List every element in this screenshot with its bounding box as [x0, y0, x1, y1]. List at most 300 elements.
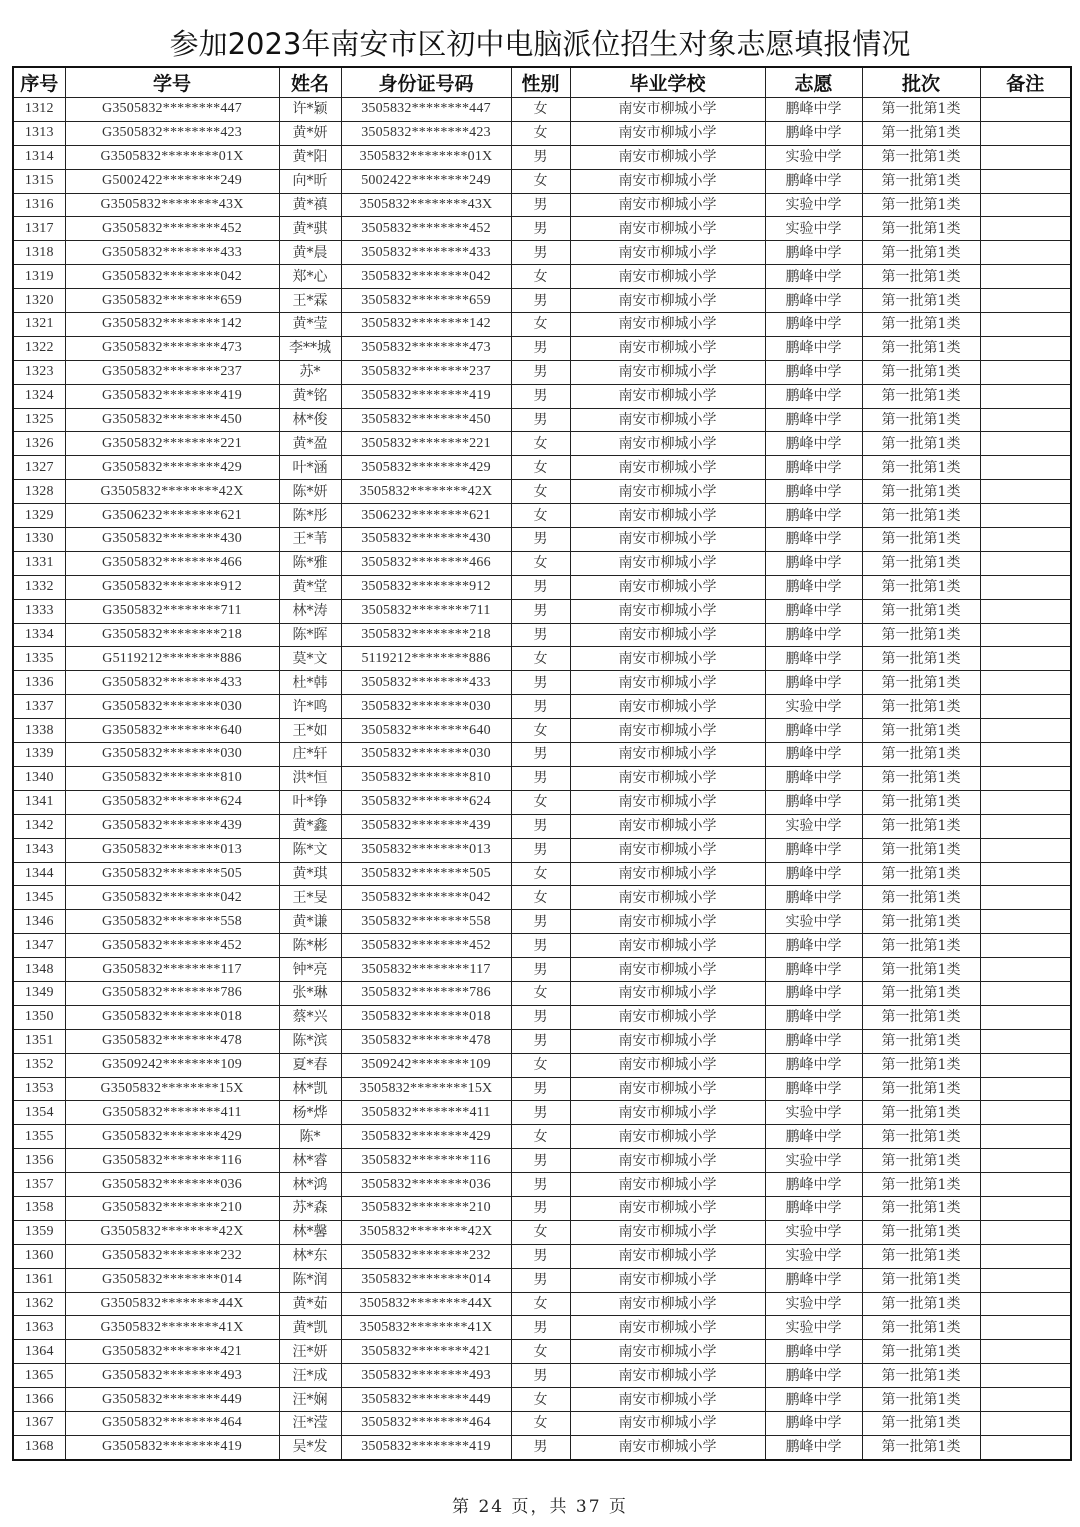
seq-cell: 1346: [13, 910, 65, 934]
gender-cell: 男: [511, 1077, 570, 1101]
remarks-cell: [980, 528, 1071, 552]
id-card-cell: 3505832********030: [341, 743, 511, 767]
remarks-cell: [980, 98, 1071, 122]
gender-cell: 男: [511, 599, 570, 623]
batch-cell: 第一批第1类: [862, 336, 980, 360]
column-header-remarks: 备注: [980, 67, 1071, 98]
name-cell: 向*昕: [279, 169, 341, 193]
school-cell: 南安市柳城小学: [570, 456, 765, 480]
gender-cell: 女: [511, 862, 570, 886]
name-cell: 杨*烨: [279, 1101, 341, 1125]
seq-cell: 1341: [13, 790, 65, 814]
remarks-cell: [980, 193, 1071, 217]
gender-cell: 女: [511, 1292, 570, 1316]
seq-cell: 1322: [13, 336, 65, 360]
preference-cell: 鹏峰中学: [765, 241, 862, 265]
school-cell: 南安市柳城小学: [570, 169, 765, 193]
name-cell: 夏*春: [279, 1053, 341, 1077]
school-cell: 南安市柳城小学: [570, 814, 765, 838]
seq-cell: 1340: [13, 766, 65, 790]
seq-cell: 1329: [13, 504, 65, 528]
name-cell: 蔡*兴: [279, 1005, 341, 1029]
batch-cell: 第一批第1类: [862, 169, 980, 193]
batch-cell: 第一批第1类: [862, 862, 980, 886]
id-card-cell: 3505832********433: [341, 241, 511, 265]
batch-cell: 第一批第1类: [862, 838, 980, 862]
seq-cell: 1356: [13, 1149, 65, 1173]
gender-cell: 男: [511, 241, 570, 265]
remarks-cell: [980, 910, 1071, 934]
gender-cell: 女: [511, 504, 570, 528]
preference-cell: 鹏峰中学: [765, 1005, 862, 1029]
school-cell: 南安市柳城小学: [570, 1316, 765, 1340]
preference-cell: 鹏峰中学: [765, 790, 862, 814]
name-cell: 黄*阳: [279, 145, 341, 169]
remarks-cell: [980, 121, 1071, 145]
remarks-cell: [980, 790, 1071, 814]
table-row: [13, 1244, 1071, 1268]
table-row: [13, 814, 1071, 838]
id-card-cell: 3505832********640: [341, 719, 511, 743]
remarks-cell: [980, 360, 1071, 384]
preference-cell: 实验中学: [765, 1316, 862, 1340]
seq-cell: 1319: [13, 265, 65, 289]
student-id-cell: G3505832********411: [65, 1101, 279, 1125]
remarks-cell: [980, 1196, 1071, 1220]
school-cell: 南安市柳城小学: [570, 336, 765, 360]
student-id-cell: G3505832********493: [65, 1364, 279, 1388]
school-cell: 南安市柳城小学: [570, 910, 765, 934]
remarks-cell: [980, 408, 1071, 432]
seq-cell: 1312: [13, 98, 65, 122]
preference-cell: 鹏峰中学: [765, 886, 862, 910]
name-cell: 黄*谦: [279, 910, 341, 934]
gender-cell: 男: [511, 408, 570, 432]
preference-cell: 鹏峰中学: [765, 719, 862, 743]
student-id-cell: G3505832********558: [65, 910, 279, 934]
remarks-cell: [980, 695, 1071, 719]
remarks-cell: [980, 1173, 1071, 1197]
student-id-cell: G3505832********013: [65, 838, 279, 862]
school-cell: 南安市柳城小学: [570, 360, 765, 384]
gender-cell: 女: [511, 98, 570, 122]
school-cell: 南安市柳城小学: [570, 1149, 765, 1173]
seq-cell: 1355: [13, 1125, 65, 1149]
preference-cell: 实验中学: [765, 145, 862, 169]
seq-cell: 1359: [13, 1220, 65, 1244]
name-cell: 叶*涵: [279, 456, 341, 480]
id-card-cell: 3505832********01X: [341, 145, 511, 169]
batch-cell: 第一批第1类: [862, 528, 980, 552]
batch-cell: 第一批第1类: [862, 623, 980, 647]
student-id-cell: G5002422********249: [65, 169, 279, 193]
school-cell: 南安市柳城小学: [570, 1053, 765, 1077]
id-card-cell: 3505832********014: [341, 1268, 511, 1292]
batch-cell: 第一批第1类: [862, 1340, 980, 1364]
table-row: [13, 432, 1071, 456]
student-id-cell: G3505832********423: [65, 121, 279, 145]
school-cell: 南安市柳城小学: [570, 121, 765, 145]
student-id-cell: G3505832********429: [65, 1125, 279, 1149]
name-cell: 林*东: [279, 1244, 341, 1268]
seq-cell: 1314: [13, 145, 65, 169]
gender-cell: 男: [511, 958, 570, 982]
column-header-gender: 性别: [511, 67, 570, 98]
student-id-cell: G3505832********912: [65, 575, 279, 599]
id-card-cell: 5002422********249: [341, 169, 511, 193]
id-card-cell: 3505832********44X: [341, 1292, 511, 1316]
name-cell: 张*琳: [279, 981, 341, 1005]
school-cell: 南安市柳城小学: [570, 1101, 765, 1125]
id-card-cell: 3505832********464: [341, 1411, 511, 1435]
batch-cell: 第一批第1类: [862, 1411, 980, 1435]
preference-cell: 实验中学: [765, 910, 862, 934]
id-card-cell: 3505832********449: [341, 1388, 511, 1412]
preference-cell: 鹏峰中学: [765, 958, 862, 982]
table-row: [13, 1077, 1071, 1101]
gender-cell: 男: [511, 528, 570, 552]
seq-cell: 1317: [13, 217, 65, 241]
preference-cell: 鹏峰中学: [765, 1053, 862, 1077]
batch-cell: 第一批第1类: [862, 145, 980, 169]
preference-cell: 鹏峰中学: [765, 647, 862, 671]
remarks-cell: [980, 456, 1071, 480]
id-card-cell: 3505832********42X: [341, 1220, 511, 1244]
gender-cell: 女: [511, 265, 570, 289]
preference-cell: 鹏峰中学: [765, 1364, 862, 1388]
seq-cell: 1334: [13, 623, 65, 647]
student-id-cell: G3505832********237: [65, 360, 279, 384]
school-cell: 南安市柳城小学: [570, 1220, 765, 1244]
column-header-id-card: 身份证号码: [341, 67, 511, 98]
student-id-cell: G3505832********44X: [65, 1292, 279, 1316]
name-cell: 黄*骐: [279, 217, 341, 241]
preference-cell: 鹏峰中学: [765, 169, 862, 193]
page-footer: 第 24 页，共 37 页: [452, 1497, 628, 1517]
name-cell: 林*睿: [279, 1149, 341, 1173]
id-card-cell: 3505832********018: [341, 1005, 511, 1029]
column-header-student-id: 学号: [65, 67, 279, 98]
batch-cell: 第一批第1类: [862, 695, 980, 719]
batch-cell: 第一批第1类: [862, 1077, 980, 1101]
gender-cell: 男: [511, 1364, 570, 1388]
remarks-cell: [980, 934, 1071, 958]
school-cell: 南安市柳城小学: [570, 241, 765, 265]
seq-cell: 1345: [13, 886, 65, 910]
batch-cell: 第一批第1类: [862, 575, 980, 599]
gender-cell: 女: [511, 121, 570, 145]
id-card-cell: 3505832********447: [341, 98, 511, 122]
student-id-cell: G3505832********711: [65, 599, 279, 623]
school-cell: 南安市柳城小学: [570, 934, 765, 958]
preference-cell: 鹏峰中学: [765, 98, 862, 122]
student-id-cell: G3505832********036: [65, 1173, 279, 1197]
name-cell: 陈*: [279, 1125, 341, 1149]
name-cell: 黄*凯: [279, 1316, 341, 1340]
batch-cell: 第一批第1类: [862, 671, 980, 695]
name-cell: 庄*轩: [279, 743, 341, 767]
school-cell: 南安市柳城小学: [570, 647, 765, 671]
seq-cell: 1353: [13, 1077, 65, 1101]
student-id-cell: G3505832********473: [65, 336, 279, 360]
preference-cell: 鹏峰中学: [765, 504, 862, 528]
preference-cell: 鹏峰中学: [765, 336, 862, 360]
preference-cell: 鹏峰中学: [765, 432, 862, 456]
remarks-cell: [980, 289, 1071, 313]
id-card-cell: 3505832********505: [341, 862, 511, 886]
batch-cell: 第一批第1类: [862, 1388, 980, 1412]
school-cell: 南安市柳城小学: [570, 743, 765, 767]
student-id-cell: G3505832********221: [65, 432, 279, 456]
student-id-cell: G3505832********42X: [65, 480, 279, 504]
preference-cell: 鹏峰中学: [765, 1125, 862, 1149]
seq-cell: 1338: [13, 719, 65, 743]
student-id-cell: G3505832********419: [65, 1435, 279, 1459]
table-row: [13, 1292, 1071, 1316]
id-card-cell: 3505832********450: [341, 408, 511, 432]
preference-cell: 实验中学: [765, 193, 862, 217]
id-card-cell: 3505832********042: [341, 886, 511, 910]
id-card-cell: 3505832********42X: [341, 480, 511, 504]
gender-cell: 男: [511, 1149, 570, 1173]
student-id-cell: G3505832********030: [65, 695, 279, 719]
table-row: [13, 480, 1071, 504]
table-row: [13, 265, 1071, 289]
seq-cell: 1352: [13, 1053, 65, 1077]
table-row: [13, 886, 1071, 910]
name-cell: 陈*文: [279, 838, 341, 862]
id-card-cell: 5119212********886: [341, 647, 511, 671]
table-row: [13, 504, 1071, 528]
column-header-batch: 批次: [862, 67, 980, 98]
preference-cell: 鹏峰中学: [765, 1268, 862, 1292]
id-card-cell: 3505832********433: [341, 671, 511, 695]
batch-cell: 第一批第1类: [862, 1220, 980, 1244]
table-row: [13, 958, 1071, 982]
seq-cell: 1351: [13, 1029, 65, 1053]
preference-cell: 鹏峰中学: [765, 862, 862, 886]
gender-cell: 男: [511, 1196, 570, 1220]
student-id-cell: G3505832********433: [65, 671, 279, 695]
remarks-cell: [980, 958, 1071, 982]
name-cell: 黄*莹: [279, 313, 341, 337]
school-cell: 南安市柳城小学: [570, 480, 765, 504]
gender-cell: 男: [511, 1005, 570, 1029]
student-id-cell: G3505832********505: [65, 862, 279, 886]
id-card-cell: 3505832********210: [341, 1196, 511, 1220]
preference-cell: 鹏峰中学: [765, 528, 862, 552]
student-id-cell: G3505832********042: [65, 265, 279, 289]
remarks-cell: [980, 1149, 1071, 1173]
batch-cell: 第一批第1类: [862, 1316, 980, 1340]
name-cell: 杜*韩: [279, 671, 341, 695]
id-card-cell: 3505832********036: [341, 1173, 511, 1197]
name-cell: 王*旻: [279, 886, 341, 910]
preference-cell: 实验中学: [765, 1149, 862, 1173]
table-row: [13, 1411, 1071, 1435]
name-cell: 林*馨: [279, 1220, 341, 1244]
remarks-cell: [980, 1316, 1071, 1340]
gender-cell: 女: [511, 1388, 570, 1412]
id-card-cell: 3505832********218: [341, 623, 511, 647]
table-body: [13, 98, 1071, 1460]
batch-cell: 第一批第1类: [862, 480, 980, 504]
batch-cell: 第一批第1类: [862, 934, 980, 958]
seq-cell: 1323: [13, 360, 65, 384]
batch-cell: 第一批第1类: [862, 98, 980, 122]
preference-cell: 鹏峰中学: [765, 1411, 862, 1435]
batch-cell: 第一批第1类: [862, 289, 980, 313]
name-cell: 黄*妍: [279, 121, 341, 145]
student-id-cell: G5119212********886: [65, 647, 279, 671]
table-row: [13, 766, 1071, 790]
gender-cell: 女: [511, 432, 570, 456]
student-id-cell: G3505832********429: [65, 456, 279, 480]
preference-cell: 实验中学: [765, 1292, 862, 1316]
preference-cell: 鹏峰中学: [765, 384, 862, 408]
gender-cell: 男: [511, 575, 570, 599]
preference-cell: 鹏峰中学: [765, 1340, 862, 1364]
batch-cell: 第一批第1类: [862, 599, 980, 623]
batch-cell: 第一批第1类: [862, 766, 980, 790]
preference-cell: 鹏峰中学: [765, 1388, 862, 1412]
student-id-cell: G3505832********439: [65, 814, 279, 838]
table-row: [13, 1340, 1071, 1364]
name-cell: 陈*润: [279, 1268, 341, 1292]
gender-cell: 女: [511, 456, 570, 480]
name-cell: 汪*娴: [279, 1388, 341, 1412]
preference-cell: 鹏峰中学: [765, 360, 862, 384]
column-header-school: 毕业学校: [570, 67, 765, 98]
batch-cell: 第一批第1类: [862, 743, 980, 767]
remarks-cell: [980, 1005, 1071, 1029]
name-cell: 林*凯: [279, 1077, 341, 1101]
batch-cell: 第一批第1类: [862, 121, 980, 145]
gender-cell: 男: [511, 1029, 570, 1053]
name-cell: 许*颖: [279, 98, 341, 122]
student-id-cell: G3505832********014: [65, 1268, 279, 1292]
batch-cell: 第一批第1类: [862, 217, 980, 241]
student-id-cell: G3505832********142: [65, 313, 279, 337]
student-id-cell: G3505832********447: [65, 98, 279, 122]
seq-cell: 1339: [13, 743, 65, 767]
column-header-seq: 序号: [13, 67, 65, 98]
gender-cell: 女: [511, 551, 570, 575]
name-cell: 王*苇: [279, 528, 341, 552]
batch-cell: 第一批第1类: [862, 193, 980, 217]
name-cell: 陈*彬: [279, 934, 341, 958]
name-cell: 黄*琪: [279, 862, 341, 886]
gender-cell: 男: [511, 934, 570, 958]
gender-cell: 男: [511, 838, 570, 862]
batch-cell: 第一批第1类: [862, 1173, 980, 1197]
gender-cell: 男: [511, 217, 570, 241]
student-id-cell: G3505832********810: [65, 766, 279, 790]
preference-cell: 实验中学: [765, 1101, 862, 1125]
batch-cell: 第一批第1类: [862, 814, 980, 838]
batch-cell: 第一批第1类: [862, 551, 980, 575]
school-cell: 南安市柳城小学: [570, 695, 765, 719]
name-cell: 黄*铭: [279, 384, 341, 408]
name-cell: 黄*晨: [279, 241, 341, 265]
name-cell: 洪*恒: [279, 766, 341, 790]
student-id-cell: G3505832********117: [65, 958, 279, 982]
table-row: [13, 336, 1071, 360]
batch-cell: 第一批第1类: [862, 265, 980, 289]
student-id-cell: G3505832********450: [65, 408, 279, 432]
batch-cell: 第一批第1类: [862, 360, 980, 384]
preference-cell: 鹏峰中学: [765, 121, 862, 145]
student-id-cell: G3505832********43X: [65, 193, 279, 217]
name-cell: 钟*亮: [279, 958, 341, 982]
table-row: [13, 1196, 1071, 1220]
preference-cell: 鹏峰中学: [765, 1435, 862, 1459]
id-card-cell: 3505832********013: [341, 838, 511, 862]
name-cell: 汪*滢: [279, 1411, 341, 1435]
id-card-cell: 3505832********786: [341, 981, 511, 1005]
table-row: [13, 838, 1071, 862]
table-row: [13, 575, 1071, 599]
batch-cell: 第一批第1类: [862, 241, 980, 265]
school-cell: 南安市柳城小学: [570, 1077, 765, 1101]
batch-cell: 第一批第1类: [862, 1101, 980, 1125]
seq-cell: 1360: [13, 1244, 65, 1268]
seq-cell: 1335: [13, 647, 65, 671]
school-cell: 南安市柳城小学: [570, 838, 765, 862]
student-id-cell: G3505832********786: [65, 981, 279, 1005]
table-row: [13, 862, 1071, 886]
preference-cell: 鹏峰中学: [765, 981, 862, 1005]
student-id-cell: G3505832********466: [65, 551, 279, 575]
remarks-cell: [980, 838, 1071, 862]
school-cell: 南安市柳城小学: [570, 551, 765, 575]
remarks-cell: [980, 886, 1071, 910]
seq-cell: 1315: [13, 169, 65, 193]
id-card-cell: 3505832********478: [341, 1029, 511, 1053]
gender-cell: 男: [511, 384, 570, 408]
gender-cell: 女: [511, 1125, 570, 1149]
school-cell: 南安市柳城小学: [570, 1268, 765, 1292]
name-cell: 林*俊: [279, 408, 341, 432]
name-cell: 林*鸿: [279, 1173, 341, 1197]
student-id-cell: G3505832********452: [65, 217, 279, 241]
table-row: [13, 671, 1071, 695]
seq-cell: 1358: [13, 1196, 65, 1220]
preference-cell: 鹏峰中学: [765, 934, 862, 958]
student-id-cell: G3505832********464: [65, 1411, 279, 1435]
gender-cell: 女: [511, 1411, 570, 1435]
id-card-cell: 3505832********711: [341, 599, 511, 623]
remarks-cell: [980, 551, 1071, 575]
preference-cell: 实验中学: [765, 1244, 862, 1268]
remarks-cell: [980, 265, 1071, 289]
id-card-cell: 3509242********109: [341, 1053, 511, 1077]
table-row: [13, 313, 1071, 337]
gender-cell: 男: [511, 814, 570, 838]
school-cell: 南安市柳城小学: [570, 886, 765, 910]
preference-cell: 鹏峰中学: [765, 599, 862, 623]
id-card-cell: 3505832********423: [341, 121, 511, 145]
gender-cell: 女: [511, 886, 570, 910]
student-id-cell: G3505832********41X: [65, 1316, 279, 1340]
remarks-cell: [980, 862, 1071, 886]
table-row: [13, 145, 1071, 169]
remarks-cell: [980, 241, 1071, 265]
batch-cell: 第一批第1类: [862, 1435, 980, 1459]
name-cell: 陈*滨: [279, 1029, 341, 1053]
id-card-cell: 3505832********466: [341, 551, 511, 575]
column-header-name: 姓名: [279, 67, 341, 98]
